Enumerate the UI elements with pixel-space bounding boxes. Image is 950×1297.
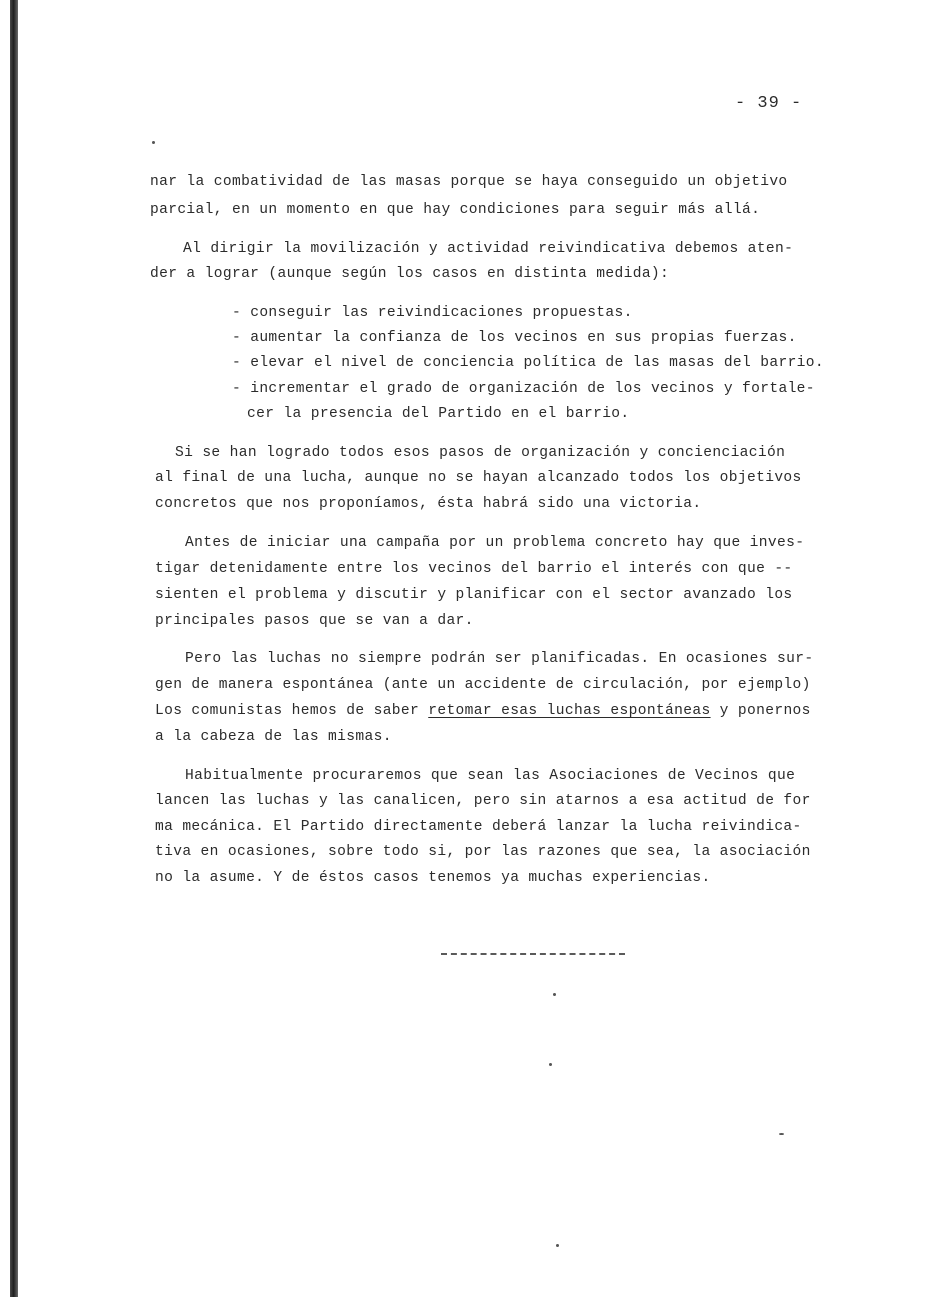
paragraph-2-line-1: Al dirigir la movilización y actividad reivindicativa debemos aten- — [183, 241, 794, 257]
paragraph-6-line-2: lancen las luchas y las canalicen, pero sin atarnos a esa actitud de for — [155, 793, 811, 809]
paragraph-4-line-3: sienten el problema y discutir y planificar con el sector avanzado los — [155, 587, 793, 603]
paragraph-2-line-2: der a lograr (aunque según los casos en distinta medida): — [150, 266, 670, 282]
paragraph-1-line-1: nar la combatividad de las masas porque se haya conseguido un objetivo — [150, 174, 788, 190]
paragraph-5-line-3-start: Los comunistas hemos de saber — [155, 703, 429, 719]
paragraph-4-line-1: Antes de iniciar una campaña por un problema concreto hay que inves- — [185, 535, 805, 551]
scan-speck — [556, 1244, 559, 1247]
underlined-phrase: retomar esas luchas espontáneas — [428, 703, 711, 719]
page-binding-edge — [10, 0, 18, 1297]
paragraph-3-line-3: concretos que nos proponíamos, ésta habrá sido una victoria. — [155, 496, 702, 512]
paragraph-5-line-3-end: y ponernos — [710, 703, 811, 719]
paragraph-3-line-2: al final de una lucha, aunque no se hayan alcanzado todos los objetivos — [155, 470, 802, 486]
list-item-4-line-1: - incrementar el grado de organización de los vecinos y fortale- — [232, 381, 815, 397]
list-item-1: - conseguir las reivindicaciones propuestas. — [232, 305, 633, 321]
list-item-2: - aumentar la confianza de los vecinos en sus propias fuerzas. — [232, 330, 797, 346]
paragraph-6-line-1: Habitualmente procuraremos que sean las Asociaciones de Vecinos que — [185, 768, 796, 784]
scan-speck — [553, 993, 556, 996]
paragraph-4-line-2: tigar detenidamente entre los vecinos del barrio el interés con que -- — [155, 561, 793, 577]
scan-speck — [779, 1133, 784, 1135]
paragraph-5-line-2: gen de manera espontánea (ante un accidente de circulación, por ejemplo) — [155, 677, 811, 693]
paragraph-6-line-3: ma mecánica. El Partido directamente deberá lanzar la lucha reivindica- — [155, 819, 802, 835]
paragraph-6-line-4: tiva en ocasiones, sobre todo si, por las razones que sea, la asociación — [155, 844, 811, 860]
closing-dashed-rule — [441, 953, 625, 955]
scan-speck — [152, 141, 155, 144]
scan-speck — [549, 1063, 552, 1066]
paragraph-4-line-4: principales pasos que se van a dar. — [155, 613, 474, 629]
paragraph-5-line-3 — [155, 702, 811, 720]
list-item-3: - elevar el nivel de conciencia política de las masas del barrio. — [232, 355, 824, 371]
paragraph-5-line-4: a la cabeza de las mismas. — [155, 729, 392, 745]
paragraph-6-line-5: no la asume. Y de éstos casos tenemos ya muchas experiencias. — [155, 870, 711, 886]
list-item-4-line-2: cer la presencia del Partido en el barrio. — [247, 406, 630, 422]
page-number: - 39 - — [735, 94, 803, 113]
paragraph-5-line-1: Pero las luchas no siempre podrán ser planificadas. En ocasiones sur- — [185, 651, 814, 667]
paragraph-3-line-1: Si se han logrado todos esos pasos de organización y concienciación — [175, 445, 786, 461]
paragraph-1-line-2: parcial, en un momento en que hay condiciones para seguir más allá. — [150, 202, 761, 218]
